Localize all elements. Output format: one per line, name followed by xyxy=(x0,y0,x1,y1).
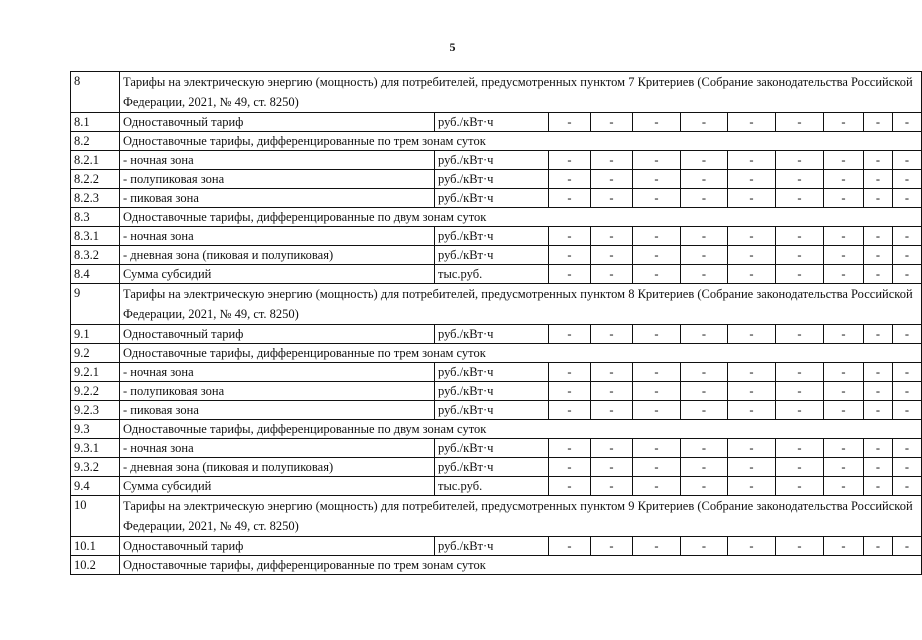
value-cell: - xyxy=(864,401,893,420)
value-cell: - xyxy=(549,246,591,265)
indicator-label: Одноставочный тариф xyxy=(120,325,435,344)
value-cell: - xyxy=(728,170,776,189)
value-cell: - xyxy=(893,382,922,401)
value-cell: - xyxy=(864,382,893,401)
table-row xyxy=(71,189,922,208)
value-cell: - xyxy=(549,477,591,496)
value-cell: - xyxy=(776,325,824,344)
value-cell: - xyxy=(681,246,728,265)
value-cell: - xyxy=(776,458,824,477)
value-cell: - xyxy=(681,363,728,382)
value-cell: - xyxy=(893,439,922,458)
subsection-title: Одноставочные тарифы, дифференцированные по двум зонам суток xyxy=(120,208,922,227)
section-header-row xyxy=(71,496,922,537)
row-number: 8.2.1 xyxy=(71,151,120,170)
value-cell: - xyxy=(728,382,776,401)
table-row xyxy=(71,265,922,284)
value-cell: - xyxy=(893,246,922,265)
row-number: 8.1 xyxy=(71,113,120,132)
row-number: 9.3.1 xyxy=(71,439,120,458)
indicator-label: - пиковая зона xyxy=(120,189,435,208)
value-cell: - xyxy=(591,151,633,170)
value-cell: - xyxy=(681,477,728,496)
value-cell: - xyxy=(728,401,776,420)
value-cell: - xyxy=(591,189,633,208)
value-cell: - xyxy=(633,246,681,265)
value-cell: - xyxy=(681,151,728,170)
value-cell: - xyxy=(591,325,633,344)
value-cell: - xyxy=(893,170,922,189)
value-cell: - xyxy=(728,227,776,246)
value-cell: - xyxy=(633,189,681,208)
unit-cell: руб./кВт·ч xyxy=(435,113,549,132)
table-row xyxy=(71,151,922,170)
value-cell: - xyxy=(681,537,728,556)
value-cell: - xyxy=(549,382,591,401)
value-cell: - xyxy=(893,113,922,132)
value-cell: - xyxy=(591,382,633,401)
indicator-label: - пиковая зона xyxy=(120,401,435,420)
value-cell: - xyxy=(681,325,728,344)
value-cell: - xyxy=(549,265,591,284)
value-cell: - xyxy=(864,439,893,458)
value-cell: - xyxy=(824,227,864,246)
value-cell: - xyxy=(893,401,922,420)
value-cell: - xyxy=(893,265,922,284)
indicator-label: Сумма субсидий xyxy=(120,265,435,284)
table-row xyxy=(71,113,922,132)
value-cell: - xyxy=(681,189,728,208)
value-cell: - xyxy=(893,477,922,496)
value-cell: - xyxy=(681,401,728,420)
value-cell: - xyxy=(864,246,893,265)
table-row xyxy=(71,325,922,344)
value-cell: - xyxy=(824,458,864,477)
unit-cell: руб./кВт·ч xyxy=(435,382,549,401)
value-cell: - xyxy=(893,227,922,246)
value-cell: - xyxy=(864,363,893,382)
value-cell: - xyxy=(549,170,591,189)
value-cell: - xyxy=(549,227,591,246)
value-cell: - xyxy=(776,401,824,420)
value-cell: - xyxy=(776,170,824,189)
value-cell: - xyxy=(549,363,591,382)
section-header-row xyxy=(71,72,922,113)
value-cell: - xyxy=(633,113,681,132)
row-number: 9.2.1 xyxy=(71,363,120,382)
value-cell: - xyxy=(591,265,633,284)
value-cell: - xyxy=(728,325,776,344)
value-cell: - xyxy=(591,170,633,189)
value-cell: - xyxy=(864,477,893,496)
value-cell: - xyxy=(681,439,728,458)
indicator-label: - полупиковая зона xyxy=(120,170,435,189)
value-cell: - xyxy=(633,382,681,401)
table-body xyxy=(71,72,922,575)
value-cell: - xyxy=(591,113,633,132)
unit-cell: руб./кВт·ч xyxy=(435,170,549,189)
subsection-row xyxy=(71,208,922,227)
unit-cell: руб./кВт·ч xyxy=(435,246,549,265)
value-cell: - xyxy=(824,265,864,284)
value-cell: - xyxy=(549,439,591,458)
table-row xyxy=(71,439,922,458)
value-cell: - xyxy=(728,151,776,170)
unit-cell: руб./кВт·ч xyxy=(435,189,549,208)
unit-cell: руб./кВт·ч xyxy=(435,363,549,382)
value-cell: - xyxy=(549,151,591,170)
row-number: 9.4 xyxy=(71,477,120,496)
indicator-label: - ночная зона xyxy=(120,439,435,458)
value-cell: - xyxy=(633,477,681,496)
value-cell: - xyxy=(633,325,681,344)
value-cell: - xyxy=(864,227,893,246)
value-cell: - xyxy=(824,363,864,382)
value-cell: - xyxy=(824,439,864,458)
row-number: 10.2 xyxy=(71,556,120,575)
row-number: 10.1 xyxy=(71,537,120,556)
value-cell: - xyxy=(633,363,681,382)
row-number: 10 xyxy=(71,496,120,537)
subsection-row xyxy=(71,420,922,439)
value-cell: - xyxy=(681,265,728,284)
value-cell: - xyxy=(681,170,728,189)
value-cell: - xyxy=(591,439,633,458)
section-title: Тарифы на электрическую энергию (мощность) для потребителей, предусмотренных пунктом 9 Критериев (Собрание законодательства Российской Федерации, 2021, № 49, ст. 8250) xyxy=(120,496,922,537)
row-number: 8.2.3 xyxy=(71,189,120,208)
value-cell: - xyxy=(633,265,681,284)
value-cell: - xyxy=(549,458,591,477)
indicator-label: - ночная зона xyxy=(120,363,435,382)
unit-cell: тыс.руб. xyxy=(435,477,549,496)
value-cell: - xyxy=(776,477,824,496)
row-number: 9 xyxy=(71,284,120,325)
value-cell: - xyxy=(549,537,591,556)
value-cell: - xyxy=(728,458,776,477)
table-row xyxy=(71,477,922,496)
value-cell: - xyxy=(591,537,633,556)
value-cell: - xyxy=(824,170,864,189)
value-cell: - xyxy=(893,189,922,208)
unit-cell: руб./кВт·ч xyxy=(435,439,549,458)
indicator-label: - дневная зона (пиковая и полупиковая) xyxy=(120,458,435,477)
unit-cell: руб./кВт·ч xyxy=(435,151,549,170)
value-cell: - xyxy=(681,227,728,246)
page-number: 5 xyxy=(449,40,456,54)
value-cell: - xyxy=(893,151,922,170)
indicator-label: - дневная зона (пиковая и полупиковая) xyxy=(120,246,435,265)
section-header-row xyxy=(71,284,922,325)
value-cell: - xyxy=(549,401,591,420)
indicator-label: - ночная зона xyxy=(120,151,435,170)
value-cell: - xyxy=(776,382,824,401)
subsection-title: Одноставочные тарифы, дифференцированные по трем зонам суток xyxy=(120,556,922,575)
value-cell: - xyxy=(728,189,776,208)
row-number: 9.1 xyxy=(71,325,120,344)
value-cell: - xyxy=(681,458,728,477)
unit-cell: руб./кВт·ч xyxy=(435,458,549,477)
subsection-row xyxy=(71,556,922,575)
value-cell: - xyxy=(864,189,893,208)
value-cell: - xyxy=(776,537,824,556)
value-cell: - xyxy=(728,363,776,382)
value-cell: - xyxy=(824,246,864,265)
value-cell: - xyxy=(776,265,824,284)
value-cell: - xyxy=(633,537,681,556)
row-number: 8.4 xyxy=(71,265,120,284)
value-cell: - xyxy=(824,537,864,556)
value-cell: - xyxy=(591,458,633,477)
value-cell: - xyxy=(633,227,681,246)
value-cell: - xyxy=(728,113,776,132)
value-cell: - xyxy=(776,113,824,132)
row-number: 9.2.3 xyxy=(71,401,120,420)
value-cell: - xyxy=(824,113,864,132)
indicator-label: Сумма субсидий xyxy=(120,477,435,496)
tariff-table xyxy=(70,71,922,575)
value-cell: - xyxy=(633,439,681,458)
table-row xyxy=(71,401,922,420)
value-cell: - xyxy=(591,227,633,246)
value-cell: - xyxy=(549,113,591,132)
value-cell: - xyxy=(864,113,893,132)
value-cell: - xyxy=(824,189,864,208)
value-cell: - xyxy=(864,458,893,477)
value-cell: - xyxy=(633,170,681,189)
value-cell: - xyxy=(824,382,864,401)
value-cell: - xyxy=(893,537,922,556)
row-number: 8 xyxy=(71,72,120,113)
table-row xyxy=(71,382,922,401)
value-cell: - xyxy=(549,325,591,344)
table-row xyxy=(71,170,922,189)
row-number: 9.2.2 xyxy=(71,382,120,401)
value-cell: - xyxy=(728,439,776,458)
indicator-label: Одноставочный тариф xyxy=(120,537,435,556)
value-cell: - xyxy=(864,151,893,170)
section-title: Тарифы на электрическую энергию (мощность) для потребителей, предусмотренных пунктом 7 Критериев (Собрание законодательства Российской Федерации, 2021, № 49, ст. 8250) xyxy=(120,72,922,113)
subsection-row xyxy=(71,132,922,151)
value-cell: - xyxy=(681,113,728,132)
table-row xyxy=(71,227,922,246)
value-cell: - xyxy=(824,151,864,170)
value-cell: - xyxy=(549,189,591,208)
value-cell: - xyxy=(776,363,824,382)
indicator-label: - ночная зона xyxy=(120,227,435,246)
value-cell: - xyxy=(776,439,824,458)
value-cell: - xyxy=(633,151,681,170)
row-number: 8.3 xyxy=(71,208,120,227)
value-cell: - xyxy=(893,363,922,382)
value-cell: - xyxy=(728,246,776,265)
unit-cell: руб./кВт·ч xyxy=(435,537,549,556)
row-number: 8.3.1 xyxy=(71,227,120,246)
value-cell: - xyxy=(591,477,633,496)
unit-cell: руб./кВт·ч xyxy=(435,325,549,344)
table-row xyxy=(71,363,922,382)
subsection-title: Одноставочные тарифы, дифференцированные по трем зонам суток xyxy=(120,132,922,151)
value-cell: - xyxy=(728,537,776,556)
value-cell: - xyxy=(824,325,864,344)
table-row xyxy=(71,246,922,265)
unit-cell: руб./кВт·ч xyxy=(435,401,549,420)
value-cell: - xyxy=(864,537,893,556)
indicator-label: Одноставочный тариф xyxy=(120,113,435,132)
value-cell: - xyxy=(591,246,633,265)
section-title: Тарифы на электрическую энергию (мощность) для потребителей, предусмотренных пунктом 8 Критериев (Собрание законодательства Российской Федерации, 2021, № 49, ст. 8250) xyxy=(120,284,922,325)
row-number: 9.3.2 xyxy=(71,458,120,477)
row-number: 9.3 xyxy=(71,420,120,439)
indicator-label: - полупиковая зона xyxy=(120,382,435,401)
value-cell: - xyxy=(824,401,864,420)
value-cell: - xyxy=(591,401,633,420)
subsection-row xyxy=(71,344,922,363)
value-cell: - xyxy=(824,477,864,496)
value-cell: - xyxy=(728,477,776,496)
row-number: 8.2.2 xyxy=(71,170,120,189)
row-number: 9.2 xyxy=(71,344,120,363)
subsection-title: Одноставочные тарифы, дифференцированные по двум зонам суток xyxy=(120,420,922,439)
value-cell: - xyxy=(728,265,776,284)
value-cell: - xyxy=(864,325,893,344)
value-cell: - xyxy=(591,363,633,382)
unit-cell: руб./кВт·ч xyxy=(435,227,549,246)
unit-cell: тыс.руб. xyxy=(435,265,549,284)
value-cell: - xyxy=(893,458,922,477)
table-row xyxy=(71,537,922,556)
value-cell: - xyxy=(633,458,681,477)
value-cell: - xyxy=(864,170,893,189)
value-cell: - xyxy=(776,246,824,265)
subsection-title: Одноставочные тарифы, дифференцированные по трем зонам суток xyxy=(120,344,922,363)
value-cell: - xyxy=(776,189,824,208)
row-number: 8.2 xyxy=(71,132,120,151)
value-cell: - xyxy=(864,265,893,284)
value-cell: - xyxy=(776,227,824,246)
value-cell: - xyxy=(893,325,922,344)
table-row xyxy=(71,458,922,477)
row-number: 8.3.2 xyxy=(71,246,120,265)
value-cell: - xyxy=(681,382,728,401)
value-cell: - xyxy=(776,151,824,170)
value-cell: - xyxy=(633,401,681,420)
